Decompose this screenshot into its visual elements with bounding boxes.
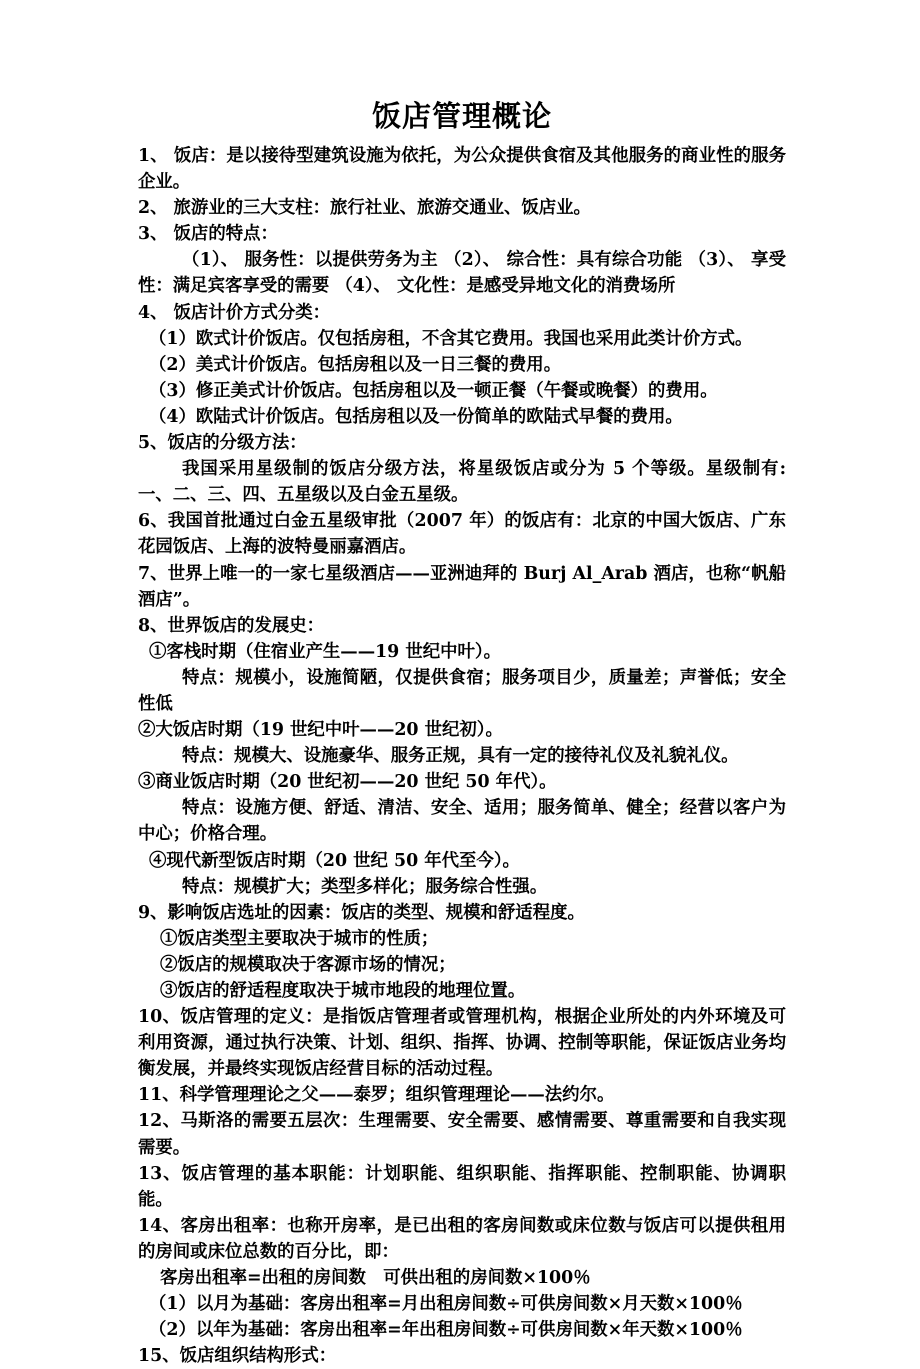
document-line: 客房出租率=出租的房间数 可供出租的房间数×100％	[160, 1268, 591, 1289]
document-line: 10、饭店管理的定义：是指饭店管理者或管理机构，根据企业所处的内外环境及可利用资源，通过执行决策、计划、组织、指挥、协调、控制等职能，保证饭店业务均衡发展，并最终实现饭店经营目标的活动过程。	[138, 1007, 786, 1080]
page-title: 饭店管理概论	[371, 99, 552, 133]
document-line: 8、世界饭店的发展史：	[138, 615, 325, 636]
document-line: ④现代新型饭店时期（20 世纪 50 年代至今）。	[149, 850, 520, 871]
document-line: （4）欧陆式计价饭店。包括房租以及一份简单的欧陆式早餐的费用。	[149, 406, 683, 427]
document-line: （3）修正美式计价饭店。包括房租以及一顿正餐（午餐或晚餐）的费用。	[149, 380, 718, 401]
document-line: 2、 旅游业的三大支柱：旅行社业、旅游交通业、饭店业。	[138, 198, 591, 219]
document-line: （1）、 服务性：以提供劳务为主 （2）、 综合性：具有综合功能 （3）、 享受性：满足宾客享受的需要 （4）、 文化性：是感受异地文化的消费场所	[138, 250, 786, 297]
document-line: 特点：设施方便、舒适、清洁、安全、适用；服务简单、健全；经营以客户为中心；价格合理。	[138, 798, 786, 845]
document-line: 15、饭店组织结构形式：	[138, 1346, 337, 1367]
document-line: 9、影响饭店选址的因素：饭店的类型、规模和舒适程度。	[138, 902, 585, 923]
document-line: ①客栈时期（住宿业产生——19 世纪中叶）。	[149, 641, 501, 662]
document-line: 特点：规模小，设施简陋，仅提供食宿；服务项目少，质量差；声誉低；安全性低	[138, 667, 786, 714]
document-line: 11、科学管理理论之父——泰罗；组织管理理论——法约尔。	[138, 1085, 615, 1106]
document-line: 1、 饭店：是以接待型建筑设施为依托，为公众提供食宿及其他服务的商业性的服务企业。	[138, 146, 786, 193]
document-line: 7、世界上唯一的一家七星级酒店——亚洲迪拜的 Burj Al_Arab 酒店，也称“帆船酒店”。	[138, 563, 786, 610]
document-body	[138, 96, 786, 1369]
document-line: （2）美式计价饭店。包括房租以及一日三餐的费用。	[149, 354, 562, 375]
document-line: 6、我国首批通过白金五星级审批（2007 年）的饭店有：北京的中国大饭店、广东花园饭店、上海的波特曼丽嘉酒店。	[138, 511, 786, 558]
document-line: ③饭店的舒适程度取决于城市地段的地理位置。	[160, 981, 526, 1001]
document-line: 我国采用星级制的饭店分级方法，将星级饭店或分为 5 个等级。星级制有: 一、二、三、四、五星级以及白金五星级。	[138, 459, 786, 506]
document-line: ②大饭店时期（19 世纪中叶——20 世纪初）。	[138, 720, 503, 741]
document-line: ②饭店的规模取决于客源市场的情况；	[160, 954, 456, 975]
document-line: （1）以月为基础：客房出租率=月出租房间数÷可供房间数×月天数×100％	[149, 1294, 743, 1315]
document-line: 14、客房出租率：也称开房率，是已出租的客房间数或床位数与饭店可以提供租用的房间或床位总数的百分比，即：	[138, 1215, 786, 1262]
document-line: （1）欧式计价饭店。仅包括房租，不含其它费用。我国也采用此类计价方式。	[149, 328, 753, 349]
document-line: ①饭店类型主要取决于城市的性质；	[160, 928, 439, 949]
document-line: 特点：规模扩大；类型多样化；服务综合性强。	[182, 876, 548, 897]
document-line: 4、 饭店计价方式分类：	[138, 302, 331, 323]
document-text-block	[138, 143, 786, 1369]
document-line: 5、饭店的分级方法：	[138, 433, 307, 454]
document-line: 3、 饭店的特点：	[138, 224, 278, 245]
document-line: 特点：规模大、设施豪华、服务正规，具有一定的接待礼仪及礼貌礼仪。	[182, 746, 739, 767]
document-line: 13、饭店管理的基本职能：计划职能、组织职能、指挥职能、控制职能、协调职能。	[138, 1163, 786, 1210]
document-line: （2）以年为基础：客房出租率=年出租房间数÷可供房间数×年天数×100％	[149, 1320, 743, 1341]
document-line: ③商业饭店时期（20 世纪初——20 世纪 50 年代）。	[138, 772, 557, 793]
document-line: 12、马斯洛的需要五层次：生理需要、安全需要、感情需要、尊重需要和自我实现需要。	[138, 1111, 786, 1158]
